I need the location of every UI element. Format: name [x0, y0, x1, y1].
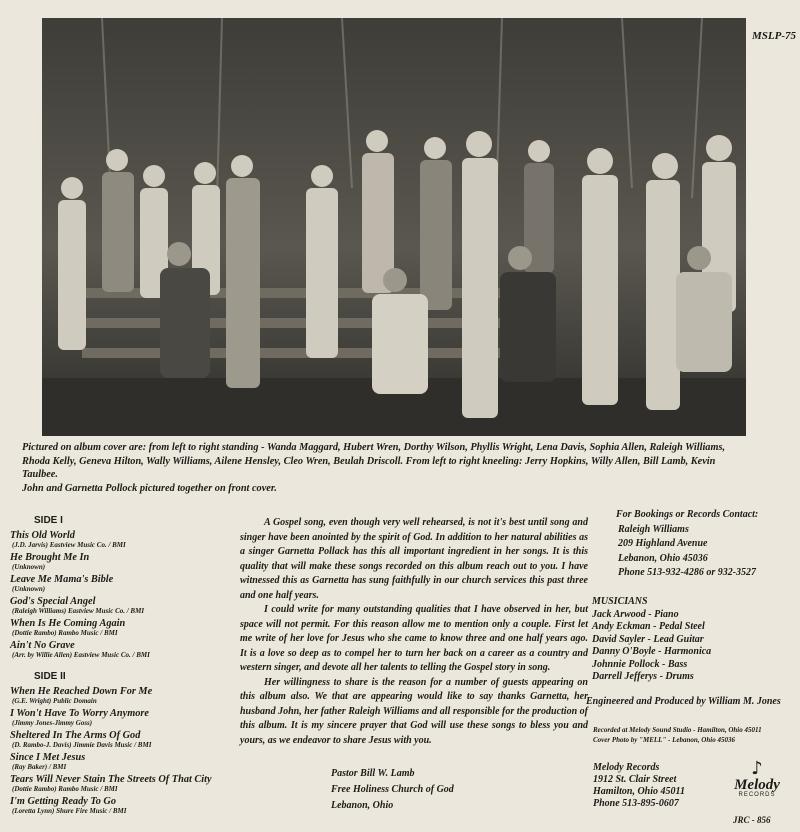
melody-records-logo: [722, 760, 792, 810]
side-1-title: SIDE I: [34, 515, 63, 526]
catalog-number: MSLP-75: [752, 30, 796, 42]
song-title: I'm Getting Ready To Go: [10, 796, 117, 807]
liner-notes: [240, 516, 588, 748]
label-phone: Phone 513-895-0607: [593, 798, 679, 809]
group-photo: [42, 18, 746, 436]
musician: Jack Arwood - Piano: [592, 608, 679, 620]
liner-paragraph: I could write for many outstanding qualities that I have observed in her, but space will not permit. For this reason allow me to mention only a couple. First let me write of her love for Jesus who she came to know three and one half years ago. It is a love so deep as to compel her to turn her back on a career as a country and western singer, and devote all her talents to telling the Gospel story in song.: [240, 604, 588, 673]
song-credit: (Unknown): [12, 585, 46, 593]
musicians-list: [592, 596, 711, 684]
song-title: I Won't Have To Worry Anymore: [10, 708, 149, 719]
caption-line: John and Garnetta Pollock pictured together on front cover.: [22, 482, 277, 494]
church-name: Free Holiness Church of God: [331, 784, 454, 795]
song-credit: (Raleigh Williams) Eastview Music Co. / BMI: [12, 607, 145, 615]
song-credit: (Unknown): [12, 563, 46, 571]
musician: Johnnie Pollock - Bass: [592, 658, 688, 670]
song-credit: (J.D. Jarvis) Eastview Music Co. / BMI: [12, 541, 126, 549]
label-street: 1912 St. Clair Street: [593, 774, 677, 785]
song-title: When Is He Coming Again: [10, 618, 126, 629]
photo-caption: [22, 441, 782, 495]
caption-line: Taulbee.: [22, 469, 58, 480]
song-title: Tears Will Never Stain The Streets Of That City: [10, 774, 212, 785]
musician: Danny O'Boyle - Harmonica: [592, 646, 712, 657]
music-note-icon: ♪: [751, 758, 763, 779]
song-title: This Old World: [10, 530, 75, 541]
track-listing: [10, 515, 235, 818]
song-credit: (D. Rambo-J. Davis) Jimmie Davis Music / BMI: [12, 741, 152, 749]
musician: David Sayler - Lead Guitar: [592, 633, 704, 645]
song-credit: (Dottie Rambo) Rambo Music / BMI: [12, 785, 118, 793]
booking-phone: Phone 513-932-4286 or 932-3527: [618, 567, 757, 578]
song-credit: (Jimmy Jones-Jimmy Goss): [12, 719, 93, 727]
church-city: Lebanon, Ohio: [331, 800, 394, 811]
pastor-signature: [331, 766, 454, 814]
side-2-title: SIDE II: [34, 671, 66, 682]
jrc-number: JRC - 856: [733, 815, 771, 825]
recording-credits: [593, 725, 762, 745]
song-title: Since I Met Jesus: [10, 752, 86, 763]
song-title: Leave Me Mama's Bible: [10, 574, 114, 585]
logo-sub: RECORDS: [738, 792, 776, 798]
label-name: Melody Records: [593, 762, 660, 773]
liner-paragraph: A Gospel song, even though very well rehearsed, is not it's best until song and singer have been anointed by the spirit of God. In addition to her natural abilities as a singer Garnetta Pollack has this all important ingredient in her songs. It is this quality that will make these songs recorded on this album reach out to you. I have witnessed this as Garnetta has sung faithfully in our church services this past three and one half years.: [240, 517, 588, 601]
logo-word: Melody: [734, 777, 780, 793]
song-credit: (G.E. Wright) Public Domain: [12, 697, 97, 705]
song-credit: (Ray Baker) / BMI: [12, 763, 67, 771]
song-title: Ain't No Grave: [10, 640, 75, 651]
engineered-credit: Engineered and Produced by William M. Jones: [586, 696, 781, 707]
pastor-name: Pastor Bill W. Lamb: [331, 768, 415, 779]
liner-paragraph: Her willingness to share is the reason for a number of guests appearing on this album also. We that are appearing would like to say thanks Garnetta, her husband John, her father Raleigh Williams and all responsible for the production of this album. It is my sincere prayer that God will use these songs to bless you and yours, as we endeavor to share Jesus with you.: [240, 676, 588, 746]
studio-credit: Recorded at Melody Sound Studio - Hamilton, Ohio 45011: [593, 726, 762, 734]
booking-heading: For Bookings or Records Contact:: [616, 509, 759, 520]
booking-name: Raleigh Williams: [618, 523, 689, 535]
caption-line: Rhoda Kelly, Geneva Hilton, Wally Williams, Ailene Hensley, Cleo Wren, Beulah Driscoll. From left to right kneeling: Jerry Hopkins, Willy Allen, Bill Lamb, Kevin: [22, 455, 716, 467]
booking-street: 209 Highland Avenue: [618, 538, 708, 549]
photo-credit: Cover Photo by "MELL" - Lebanon, Ohio 45036: [593, 736, 735, 744]
song-title: Sheltered In The Arms Of God: [10, 730, 141, 741]
booking-city: Lebanon, Ohio 45036: [618, 552, 708, 564]
musician: Darrell Jefferys - Drums: [592, 671, 694, 682]
song-title: When He Reached Down For Me: [10, 686, 153, 697]
song-credit: (Dottie Rambo) Rambo Music / BMI: [12, 629, 118, 637]
booking-contact: [616, 508, 758, 581]
musician: Andy Eckman - Pedal Steel: [592, 621, 705, 632]
song-credit: (Loretta Lynn) Shure Fire Music / BMI: [12, 807, 127, 815]
song-title: He Brought Me In: [10, 552, 90, 563]
side-1-songs: [10, 530, 235, 659]
musicians-heading: MUSICIANS: [592, 596, 648, 607]
song-credit: (Arr. by Willie Allen) Eastview Music Co. / BMI: [12, 651, 150, 659]
song-title: God's Special Angel: [10, 596, 96, 607]
caption-line: Pictured on album cover are: from left to right standing - Wanda Maggard, Hubert Wren, Dorthy Wilson, Phyllis Wright, Lena Davis, Sophia Allen, Raleigh Williams,: [22, 442, 726, 453]
label-city: Hamilton, Ohio 45011: [593, 786, 685, 797]
label-address: [593, 762, 685, 810]
